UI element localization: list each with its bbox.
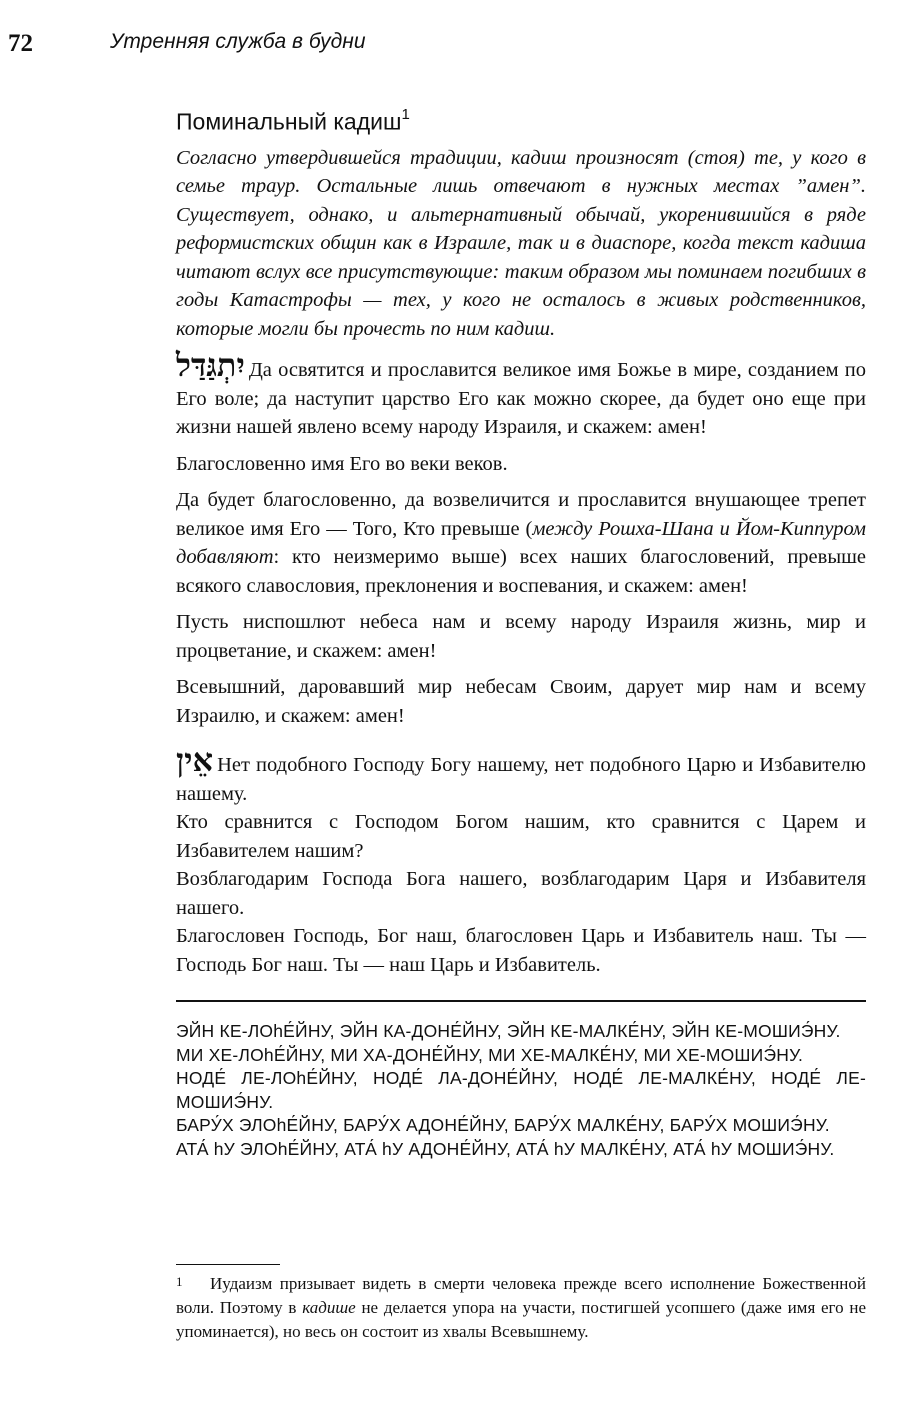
page-number: 72: [8, 30, 33, 57]
transliteration-block: [176, 1020, 866, 1161]
footnote: [176, 1272, 866, 1344]
footnote-text-a: Иудаизм призывает видеть в смерти человека прежде всего исполнение Божественной воли. Поэтому в: [176, 1274, 866, 1317]
kaddish-text-3a: Да будет благословенно, да возвеличится и прославится внушающее трепет великое имя Его — Того, Кто превыше (: [176, 489, 866, 540]
ein-keloheinu-block: [176, 741, 866, 979]
main-content: [176, 108, 866, 979]
kaddish-text-3-italic: между Рошха-Шана и Йом-Киппуром добавляют: [176, 517, 866, 569]
kaddish-paragraph-4: Пусть ниспошлют небеса нам и всему народу Израиля жизнь, мир и процветание, и скажем: амен!: [176, 611, 866, 662]
kaddish-paragraph-5: Всевышний, даровавший мир небесам Своим, дарует мир нам и всему Израилю, и скажем: амен!: [176, 676, 866, 727]
ein-line-2: Кто сравнится с Господом Богом нашим, кто сравнится с Царем и Избавителем нашим?: [176, 811, 866, 862]
translit-line-2: МИ ХЕ-ЛОhЕ́ЙНУ, МИ ХА-ДОНЕ́ЙНУ, МИ ХЕ-МАЛКЕ́НУ, МИ ХЕ-МОШИЭ́НУ.: [176, 1044, 804, 1065]
section-divider: [176, 1000, 866, 1002]
hebrew-initial-word-ein: אֵין: [176, 741, 214, 780]
translit-line-1: ЭЙН КЕ-ЛОhЕ́ЙНУ, ЭЙН КА-ДОНЕ́ЙНУ, ЭЙН КЕ-МАЛКЕ́НУ, ЭЙН КЕ-МОШИЭ́НУ.: [176, 1021, 841, 1041]
translit-line-5: АТА́ hУ ЭЛОhЕ́ЙНУ, АТА́ hУ АДОНЕ́ЙНУ, АТА́ hУ МАЛКЕ́НУ, АТА́ hУ МОШИЭ́НУ.: [176, 1138, 835, 1159]
translit-line-3: НОДЕ́ ЛЕ-ЛОhЕ́ЙНУ, НОДЕ́ ЛА-ДОНЕ́ЙНУ, НОДЕ́ ЛЕ-МАЛКЕ́НУ, НОДЕ́ ЛЕ-МОШИЭ́НУ.: [176, 1068, 866, 1112]
ein-line-1-text: Нет подобного Господу Богу нашему, нет подобного Царю и Избавителю нашему.: [176, 754, 866, 805]
ein-line-4: Благословен Господь, Бог наш, благословен Царь и Избавитель наш. Ты — Господь Бог наш. Ты — наш Царь и Избавитель.: [176, 925, 866, 976]
intro-paragraph: Согласно утвердившейся традиции, кадиш произносят (стоя) те, у кого в семье траур. Остальные лишь отвечают в нужных местах ”амен”. Существует, однако, и альтернативный обычай, укоренившийся в ряде реформистских общин как в Израиле, так и в диаспоре, когда текст кадиша читают вслух все присутствующие: таким образом мы поминаем погибших в годы Катастрофы — тех, у кого не осталось в живых родственников, которые могли бы прочесть по ним кадиш.: [176, 146, 866, 340]
translit-line-4: БАРУ́Х ЭЛОhЕ́ЙНУ, БАРУ́Х АДОНЕ́ЙНУ, БАРУ́Х МАЛКЕ́НУ, БАРУ́Х МОШИЭ́НУ.: [176, 1115, 830, 1135]
footnote-mark: 1: [176, 1274, 183, 1289]
kaddish-paragraph-3: [176, 486, 866, 600]
hebrew-initial-word: יִתְגַּדַּל: [176, 346, 245, 385]
section-title-text: Поминальный кадиш: [176, 108, 402, 135]
running-title: Утренняя служба в будни: [110, 30, 366, 53]
footnote-text-italic: кадише: [302, 1298, 356, 1317]
kaddish-text-3b: : кто неизмеримо выше) всех наших благословений, превыше всякого славословия, преклонения и воспевания, и скажем: амен!: [176, 546, 866, 597]
kaddish-text-1: Да освятится и прославится великое имя Божье в мире, созданием по Его воле; да наступит царство Его как можно скорее, да будет оно еще при жизни нашей явлено всему народу Израиля, и скажем: амен!: [176, 359, 866, 439]
kaddish-paragraph-1: [176, 346, 866, 442]
ein-line-3: Возблагодарим Господа Бога нашего, возблагодарим Царя и Избавителя нашего.: [176, 868, 866, 919]
footnote-divider: [176, 1264, 280, 1265]
section-title: [176, 108, 866, 136]
footnote-ref: 1: [401, 106, 410, 123]
ein-line-1: [176, 741, 866, 808]
kaddish-paragraph-2: Благословенно имя Его во веки веков.: [176, 452, 508, 475]
footnote-text-b: не делается упора на участи, постигшей усопшего (даже имя его не упоминается), но весь он состоит из хвалы Всевышнему.: [176, 1298, 866, 1341]
